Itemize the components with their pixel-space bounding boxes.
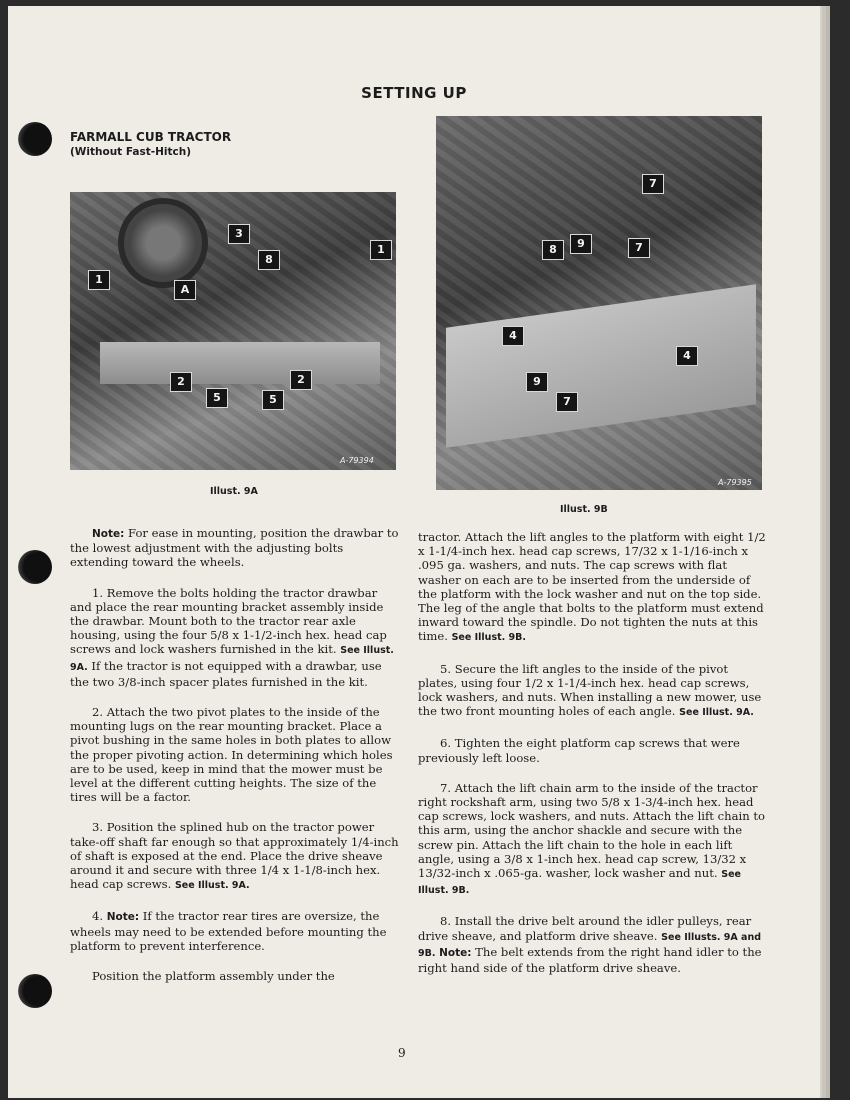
- binder-hole-icon: [18, 974, 52, 1008]
- callout-label: 5: [262, 390, 284, 410]
- callout-label: 8: [542, 240, 564, 260]
- drawbar-image: [100, 342, 380, 384]
- illustration-9b-photo: [436, 116, 762, 490]
- callout-label: 9: [526, 372, 548, 392]
- page-heading: SETTING UP: [361, 84, 467, 102]
- callout-label: 5: [206, 388, 228, 408]
- mower-platform-image: [446, 284, 756, 448]
- negative-number: A-79395: [718, 478, 752, 487]
- binder-hole-icon: [18, 550, 52, 584]
- callout-label: 3: [228, 224, 250, 244]
- right-text-column: [418, 530, 768, 991]
- callout-label: 7: [642, 174, 664, 194]
- drive-sheave-image: [118, 198, 208, 288]
- illustration-caption: Illust. 9B: [560, 504, 608, 515]
- illustration-reference: See Illusts. 9A and 9B.: [418, 931, 762, 959]
- illustration-reference: See Illust. 9B.: [451, 632, 527, 644]
- callout-label: 7: [556, 392, 578, 412]
- illustration-reference: See Illust. 9B.: [418, 869, 741, 897]
- section-title: FARMALL CUB TRACTOR: [70, 130, 232, 144]
- section-subtitle: (Without Fast-Hitch): [70, 146, 192, 158]
- callout-label: 2: [170, 372, 192, 392]
- illustration-9a-photo: [70, 192, 396, 470]
- page-number: 9: [398, 1046, 406, 1060]
- manual-page: [8, 6, 820, 1098]
- paragraph: 5. Secure the lift angles to the inside of the pivot plates, using four 1/2 x 1-1/4-inch hex. head cap screws, lock washers, and nuts. When installing a new mower, use the two front mounting holes of each angle. See Illust. 9A.: [418, 661, 762, 719]
- paragraph: 1. Remove the bolts holding the tractor drawbar and place the rear mounting bracket assembly inside the drawbar. Mount both to the tractor rear axle housing, using the four 5/8 x 1-1/2-inch hex. head cap screws and lock washers furnished in the kit. See Illust. 9A. If the tractor is not equipped with a drawbar, use the two 3/8-inch spacer plates furnished in the kit.: [70, 585, 394, 689]
- callout-label: A: [174, 280, 196, 300]
- paragraph: tractor. Attach the lift angles to the platform with eight 1/2 x 1-1/4-inch hex. head cap screws, 17/32 x 1-1/16-inch x .095 ga. washers, and nuts. The cap screws with flat washer on each are to be inserted from the underside of the platform with the lock washer and nut on the top side. The leg of the angle that bolts to the platform must extend inward toward the spindle. Do not tighten the nuts at this time. See Illust. 9B.: [418, 530, 766, 644]
- callout-label: 8: [258, 250, 280, 270]
- paragraph: 7. Attach the lift chain arm to the inside of the tractor right rockshaft arm, using two 5/8 x 1-3/4-inch hex. head cap screws, lock washers, and nuts. Attach the lift chain to this arm, using the anchor shackle and secure with the screw pin. Attach the lift chain to the hole in each lift angle, using a 3/8 x 1-inch hex. head cap screw, 13/32 x 13/32-inch x .065-ga. washer, lock washer and nut. See Illust. 9B.: [418, 780, 766, 897]
- callout-label: 1: [88, 270, 110, 290]
- paragraph: Note: For ease in mounting, position the drawbar to the lowest adjustment with the adjusting bolts extending toward the wheels.: [70, 526, 399, 570]
- illustration-reference: See Illust. 9A.: [679, 707, 754, 719]
- callout-label: 1: [370, 240, 392, 260]
- callout-label: 4: [676, 346, 698, 366]
- paragraph: 2. Attach the two pivot plates to the inside of the mounting lugs on the rear mounting bracket. Place a pivot bushing in the same holes in both plates to allow the proper pivoting action. In determining which holes are to be used, keep in mind that the mower must be level at the different cutting heights. The size of the tires will be a factor.: [70, 705, 393, 805]
- callout-label: 4: [502, 326, 524, 346]
- illustration-reference: See Illust. 9A.: [174, 880, 250, 892]
- callout-label: 7: [628, 238, 650, 258]
- binder-hole-icon: [18, 122, 52, 156]
- paragraph: 3. Position the splined hub on the tractor power take-off shaft far enough so that approximately 1/4-inch of shaft is exposed at the end. Place the drive sheave around it and secure with three 1/4 x 1-1/8-inch hex. head cap screws. See Illust. 9A.: [70, 820, 399, 892]
- illustration-reference: See Illust. 9A.: [70, 645, 394, 673]
- paragraph: 4. Note: If the tractor rear tires are oversize, the wheels may need to be extended before mounting the platform to prevent interference.: [70, 909, 387, 953]
- callout-label: 9: [570, 234, 592, 254]
- paragraph: Position the platform assembly under the: [92, 969, 335, 984]
- paragraph: 8. Install the drive belt around the idler pulleys, rear drive sheave, and platform drive sheave. See Illusts. 9A and 9B. Note: The belt extends from the right hand idler to the right hand side of the platform drive sheave.: [418, 914, 762, 976]
- illustration-caption: Illust. 9A: [210, 486, 258, 497]
- paragraph: 6. Tighten the eight platform cap screws that were previously left loose.: [418, 736, 740, 765]
- left-text-column: [70, 526, 402, 999]
- negative-number: A-79394: [340, 456, 374, 465]
- callout-label: 2: [290, 370, 312, 390]
